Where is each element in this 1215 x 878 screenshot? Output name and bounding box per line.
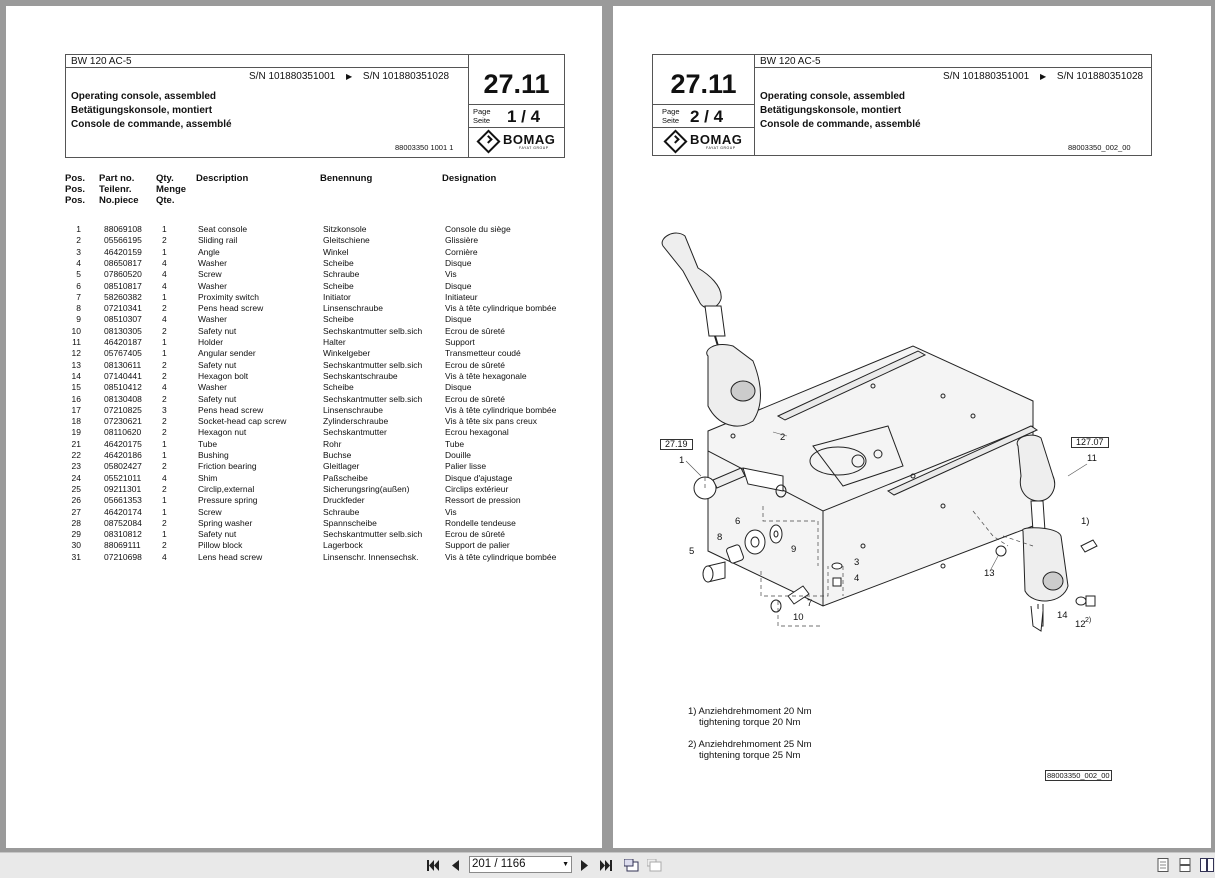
part-number: 07860520 bbox=[104, 269, 142, 280]
part-qty: 2 bbox=[162, 517, 167, 528]
page-dropdown-icon[interactable]: ▼ bbox=[562, 861, 569, 868]
part-number: 08130408 bbox=[104, 393, 142, 404]
part-qty: 2 bbox=[162, 540, 167, 551]
callout-12: 12 bbox=[1075, 619, 1086, 630]
part-qty: 1 bbox=[162, 438, 167, 449]
part-designation: Ecrou de sûreté bbox=[445, 325, 506, 336]
part-benennung: Scheibe bbox=[323, 382, 354, 393]
go-forward-icon[interactable] bbox=[646, 859, 662, 872]
go-back-icon[interactable] bbox=[623, 859, 639, 872]
part-designation: Circlips extérieur bbox=[445, 483, 509, 494]
part-description: Holder bbox=[198, 337, 224, 347]
callout-3: 3 bbox=[854, 557, 860, 568]
part-number: 46420187 bbox=[104, 337, 142, 347]
col-pos-header: Pos. Pos. Pos. bbox=[65, 173, 86, 206]
part-pos: 27 bbox=[71, 506, 81, 517]
part-description: Washer bbox=[198, 257, 227, 268]
part-benennung: Sechskantmutter selb.sich bbox=[323, 393, 423, 404]
part-description: Screw bbox=[198, 506, 222, 517]
part-benennung: Scheibe bbox=[323, 314, 354, 325]
part-pos: 17 bbox=[71, 404, 81, 415]
part-description: Washer bbox=[198, 280, 227, 291]
part-number: 46420175 bbox=[104, 438, 142, 449]
part-qty: 1 bbox=[162, 337, 167, 347]
part-pos: 6 bbox=[76, 280, 81, 291]
part-qty: 2 bbox=[162, 370, 167, 381]
figure-id: 88003350_002_00 bbox=[1047, 771, 1110, 780]
part-number: 05661353 bbox=[104, 495, 142, 506]
note-1-line-1: 1) Anziehdrehmoment 20 Nm bbox=[688, 706, 812, 717]
part-description: Safety nut bbox=[198, 325, 237, 336]
part-number: 08130611 bbox=[104, 359, 142, 370]
part-qty: 1 bbox=[162, 506, 167, 517]
part-benennung: Linsenschraube bbox=[323, 303, 384, 314]
header-block bbox=[65, 54, 565, 158]
part-description: Spring washer bbox=[198, 517, 253, 528]
part-benennung: Rohr bbox=[323, 438, 342, 449]
part-qty: 2 bbox=[162, 393, 167, 404]
part-pos: 16 bbox=[71, 393, 81, 404]
part-benennung: Sechskantmutter selb.sich bbox=[323, 325, 423, 336]
part-designation: Tube bbox=[445, 438, 465, 449]
part-description: Pillow block bbox=[198, 540, 243, 551]
part-number: 09211301 bbox=[104, 483, 142, 494]
note-2 bbox=[688, 740, 812, 761]
part-qty: 4 bbox=[162, 551, 167, 562]
section-number: 27.11 bbox=[483, 69, 550, 99]
callout-2: 2 bbox=[780, 432, 786, 443]
part-pos: 5 bbox=[76, 269, 81, 280]
title-block bbox=[71, 90, 232, 132]
callout-4: 4 bbox=[854, 573, 860, 584]
part-designation: Disque d'ajustage bbox=[445, 472, 513, 483]
doc-number: 88003350 1001 1 bbox=[395, 143, 454, 152]
left-page bbox=[6, 6, 602, 848]
part-benennung: Buchse bbox=[323, 450, 352, 460]
serial-from: S/N 101880351001 bbox=[943, 71, 1030, 82]
part-pos: 18 bbox=[71, 416, 81, 427]
part-benennung: Gleitlager bbox=[323, 461, 360, 472]
part-designation: Vis à tête cylindrique bombée bbox=[445, 404, 557, 415]
last-page-icon[interactable] bbox=[599, 859, 613, 872]
part-qty: 2 bbox=[162, 483, 167, 494]
part-pos: 11 bbox=[72, 337, 81, 347]
col-benennung-header: Benennung bbox=[320, 173, 373, 184]
part-benennung: Gleitschiene bbox=[323, 235, 370, 246]
part-pos: 30 bbox=[71, 540, 81, 551]
callout-9: 9 bbox=[791, 544, 797, 555]
part-designation: Initiateur bbox=[445, 291, 478, 302]
facing-view-icon[interactable] bbox=[1200, 858, 1214, 872]
page-number-field[interactable] bbox=[469, 856, 572, 873]
callout-note-1: 1) bbox=[1081, 516, 1090, 527]
part-description: Seat console bbox=[198, 224, 248, 234]
part-pos: 1 bbox=[76, 224, 81, 234]
part-description: Sliding rail bbox=[198, 235, 238, 246]
part-benennung: Spannscheibe bbox=[323, 517, 377, 528]
part-pos: 9 bbox=[76, 314, 81, 325]
part-designation: Vis à tête cylindrique bombée bbox=[445, 303, 557, 314]
model-label: BW 120 AC-5 bbox=[66, 55, 468, 68]
right-page bbox=[613, 6, 1211, 848]
callout-6: 6 bbox=[735, 516, 741, 527]
part-number: 07140441 bbox=[104, 370, 142, 381]
part-pos: 28 bbox=[71, 517, 81, 528]
part-designation: Glissière bbox=[445, 235, 479, 246]
serial-arrow-icon: ▶ bbox=[1039, 72, 1047, 81]
part-qty: 1 bbox=[162, 224, 167, 234]
part-designation: Vis à tête cylindrique bombée bbox=[445, 551, 557, 562]
bomag-logo bbox=[480, 133, 555, 150]
part-qty: 4 bbox=[162, 472, 167, 483]
part-benennung: Druckfeder bbox=[323, 495, 365, 506]
page-label-de: Seite bbox=[473, 116, 491, 125]
part-qty: 2 bbox=[162, 359, 167, 370]
part-description: Proximity switch bbox=[198, 291, 259, 302]
part-benennung: Sicherungsring(außen) bbox=[323, 483, 410, 494]
part-benennung: Schraube bbox=[323, 269, 360, 280]
callout-14: 14 bbox=[1057, 610, 1068, 621]
doc-number: 88003350_002_00 bbox=[1068, 143, 1131, 152]
part-benennung: Schraube bbox=[323, 506, 360, 517]
part-qty: 2 bbox=[162, 325, 167, 336]
part-number: 88069108 bbox=[104, 224, 142, 234]
part-qty: 4 bbox=[162, 269, 167, 280]
part-benennung: Sechskantmutter selb.sich bbox=[323, 529, 423, 540]
part-qty: 1 bbox=[162, 495, 167, 506]
col-part-header: Part no. Teilenr. No.piece bbox=[99, 173, 139, 206]
part-description: Screw bbox=[198, 269, 222, 280]
part-number: 08130305 bbox=[104, 325, 142, 336]
part-qty: 1 bbox=[162, 348, 167, 359]
part-designation: Ecrou de sûreté bbox=[445, 529, 506, 540]
page-label bbox=[473, 107, 491, 125]
callout-1: 1 bbox=[679, 455, 685, 466]
part-pos: 13 bbox=[71, 359, 81, 370]
part-qty: 4 bbox=[162, 382, 167, 393]
bomag-diamond-icon bbox=[476, 129, 500, 153]
logo-sub: FAYAT GROUP bbox=[519, 145, 549, 150]
part-number: 46420174 bbox=[104, 506, 142, 517]
part-pos: 19 bbox=[71, 427, 81, 438]
part-qty: 3 bbox=[162, 404, 167, 415]
section-number: 27.11 bbox=[670, 69, 737, 99]
part-pos: 24 bbox=[71, 472, 81, 483]
part-benennung: Zylinderschraube bbox=[323, 416, 389, 427]
logo-sub: FAYAT GROUP bbox=[706, 145, 736, 150]
part-description: Safety nut bbox=[198, 393, 237, 404]
part-designation: Disque bbox=[445, 314, 472, 325]
part-description: Friction bearing bbox=[198, 461, 257, 472]
part-number: 08310812 bbox=[104, 529, 142, 540]
part-pos: 29 bbox=[71, 529, 81, 540]
serial-to: S/N 101880351028 bbox=[1056, 71, 1144, 82]
callout-5: 5 bbox=[689, 546, 695, 557]
part-benennung: Initiator bbox=[323, 291, 351, 302]
part-pos: 21 bbox=[71, 438, 81, 449]
title-de: Betätigungskonsole, montiert bbox=[71, 105, 213, 116]
page-fraction: 2 / 4 bbox=[690, 107, 724, 126]
part-number: 08110620 bbox=[104, 427, 142, 438]
page-label-en: Page bbox=[473, 107, 491, 116]
part-designation: Palier lisse bbox=[445, 461, 487, 472]
part-designation: Vis bbox=[445, 269, 457, 280]
part-benennung: Linsenschraube bbox=[323, 404, 384, 415]
logo-text: BOMAG bbox=[690, 131, 743, 147]
part-qty: 4 bbox=[162, 280, 167, 291]
serial-range bbox=[249, 71, 449, 82]
part-pos: 15 bbox=[71, 382, 81, 393]
part-number: 05521011 bbox=[104, 472, 142, 483]
page-indicator: 201 / 1166 bbox=[472, 858, 526, 870]
part-qty: 2 bbox=[162, 235, 167, 246]
part-pos: 26 bbox=[71, 495, 81, 506]
page-fraction: 1 / 4 bbox=[507, 107, 541, 126]
page-label-en: Page bbox=[662, 107, 680, 116]
part-description: Socket-head cap screw bbox=[198, 416, 287, 427]
logo-text: BOMAG bbox=[503, 131, 556, 147]
part-pos: 4 bbox=[76, 257, 81, 268]
part-description: Washer bbox=[198, 382, 227, 393]
col-description-header: Description bbox=[196, 173, 249, 184]
part-description: Pressure spring bbox=[198, 495, 258, 506]
page-label-de: Seite bbox=[662, 116, 680, 125]
part-qty: 4 bbox=[162, 314, 167, 325]
part-designation: Transmetteur coudé bbox=[445, 348, 521, 359]
part-benennung: Scheibe bbox=[323, 280, 354, 291]
ref-box-27-19: 27.19 bbox=[660, 439, 693, 450]
serial-arrow-icon: ▶ bbox=[345, 72, 353, 81]
serial-to: S/N 101880351028 bbox=[362, 71, 450, 82]
part-number: 07210825 bbox=[104, 404, 142, 415]
serial-from: S/N 101880351001 bbox=[249, 71, 336, 82]
part-designation: Support bbox=[445, 337, 475, 347]
part-benennung: Scheibe bbox=[323, 257, 354, 268]
callout-note-2: 2) bbox=[1085, 617, 1092, 624]
part-number: 05566195 bbox=[104, 235, 142, 246]
part-qty: 2 bbox=[162, 303, 167, 314]
col-qty-header: Qty. Menge Qte. bbox=[156, 173, 187, 206]
part-designation: Vis à tête hexagonale bbox=[445, 370, 527, 381]
part-qty: 2 bbox=[162, 427, 167, 438]
part-description: Hexagon nut bbox=[198, 427, 247, 438]
part-number: 07210341 bbox=[104, 303, 142, 314]
part-designation: Disque bbox=[445, 280, 472, 291]
part-designation: Cornière bbox=[445, 246, 478, 257]
part-designation: Disque bbox=[445, 382, 472, 393]
part-pos: 3 bbox=[76, 246, 81, 257]
part-number: 08510817 bbox=[104, 280, 142, 291]
part-pos: 8 bbox=[76, 303, 81, 314]
callout-8: 8 bbox=[717, 532, 723, 543]
part-number: 05767405 bbox=[104, 348, 142, 359]
part-benennung: Sitzkonsole bbox=[323, 224, 367, 234]
part-qty: 1 bbox=[162, 246, 167, 257]
note-1 bbox=[688, 707, 812, 728]
part-designation: Rondelle tendeuse bbox=[445, 517, 516, 528]
part-qty: 2 bbox=[162, 461, 167, 472]
part-pos: 23 bbox=[71, 461, 81, 472]
part-designation: Vis bbox=[445, 506, 457, 517]
part-description: Hexagon bolt bbox=[198, 370, 249, 381]
col-designation-header: Designation bbox=[442, 173, 497, 184]
callout-10: 10 bbox=[793, 612, 804, 623]
part-benennung: Halter bbox=[323, 337, 346, 347]
part-pos: 22 bbox=[71, 450, 81, 460]
part-number: 08510307 bbox=[104, 314, 142, 325]
ref-box-127-07: 127.07 bbox=[1071, 437, 1109, 448]
part-number: 88069111 bbox=[104, 540, 141, 551]
part-description: Bushing bbox=[198, 450, 229, 460]
part-number: 08650817 bbox=[104, 257, 142, 268]
part-qty: 2 bbox=[162, 416, 167, 427]
next-page-icon[interactable] bbox=[579, 859, 591, 872]
part-number: 46420159 bbox=[104, 246, 142, 257]
part-description: Safety nut bbox=[198, 359, 237, 370]
callout-13: 13 bbox=[984, 568, 995, 579]
part-benennung: Winkelgeber bbox=[323, 348, 371, 359]
title-en: Operating console, assembled bbox=[760, 91, 906, 102]
title-de: Betätigungskonsole, montiert bbox=[760, 105, 902, 116]
part-description: Angle bbox=[198, 246, 220, 257]
part-qty: 1 bbox=[162, 529, 167, 540]
part-description: Pens head screw bbox=[198, 404, 264, 415]
part-designation: Douille bbox=[445, 450, 471, 460]
part-benennung: Sechskantmutter bbox=[323, 427, 387, 438]
part-number: 07230621 bbox=[104, 416, 142, 427]
part-number: 58260382 bbox=[104, 291, 142, 302]
part-pos: 7 bbox=[76, 291, 81, 302]
part-benennung: Lagerbock bbox=[323, 540, 363, 551]
part-pos: 2 bbox=[76, 235, 81, 246]
model-label: BW 120 AC-5 bbox=[755, 55, 1151, 68]
part-description: Circlip,external bbox=[198, 483, 255, 494]
part-pos: 14 bbox=[71, 370, 81, 381]
part-description: Tube bbox=[198, 438, 218, 449]
part-number: 08510412 bbox=[104, 382, 142, 393]
title-en: Operating console, assembled bbox=[71, 91, 217, 102]
note-1-line-2: tightening torque 20 Nm bbox=[699, 716, 801, 728]
part-number: 46420186 bbox=[104, 450, 142, 460]
callout-7: 7 bbox=[807, 598, 813, 609]
pdf-toolbar bbox=[0, 852, 1215, 878]
part-benennung: Sechskantmutter selb.sich bbox=[323, 359, 423, 370]
part-pos: 25 bbox=[71, 483, 81, 494]
part-number: 05802427 bbox=[104, 461, 142, 472]
part-designation: Ecrou de sûreté bbox=[445, 359, 506, 370]
part-qty: 1 bbox=[162, 450, 167, 460]
title-fr: Console de commande, assemblé bbox=[760, 119, 921, 130]
part-benennung: Winkel bbox=[323, 246, 349, 257]
title-fr: Console de commande, assemblé bbox=[71, 119, 232, 130]
part-number: 07210698 bbox=[104, 551, 142, 562]
first-page-icon[interactable] bbox=[426, 859, 440, 872]
note-2-line-2: tightening torque 25 Nm bbox=[699, 749, 801, 761]
part-description: Washer bbox=[198, 314, 227, 325]
part-number: 08752084 bbox=[104, 517, 142, 528]
part-description: Safety nut bbox=[198, 529, 237, 540]
part-description: Shim bbox=[198, 472, 218, 483]
part-designation: Ecrou hexagonal bbox=[445, 427, 509, 438]
part-designation: Vis à tête six pans creux bbox=[445, 416, 537, 427]
part-qty: 1 bbox=[162, 291, 167, 302]
single-page-view-icon[interactable] bbox=[1157, 858, 1169, 872]
part-designation: Ressort de pression bbox=[445, 495, 521, 506]
note-2-line-1: 2) Anziehdrehmoment 25 Nm bbox=[688, 739, 812, 750]
callout-11: 11 bbox=[1087, 453, 1097, 464]
part-benennung: Paßscheibe bbox=[323, 472, 368, 483]
part-pos: 31 bbox=[71, 551, 81, 562]
part-benennung: Sechskantschraube bbox=[323, 370, 398, 381]
part-qty: 4 bbox=[162, 257, 167, 268]
part-description: Pens head screw bbox=[198, 303, 264, 314]
part-description: Lens head screw bbox=[198, 551, 263, 562]
part-designation: Disque bbox=[445, 257, 472, 268]
continuous-view-icon[interactable] bbox=[1179, 858, 1191, 872]
part-description: Angular sender bbox=[198, 348, 256, 359]
part-pos: 10 bbox=[71, 325, 81, 336]
part-benennung: Linsenschr. Innensechsk. bbox=[323, 551, 419, 562]
part-pos: 12 bbox=[71, 348, 81, 359]
part-designation: Support de palier bbox=[445, 540, 510, 551]
part-designation: Ecrou de sûreté bbox=[445, 393, 506, 404]
prev-page-icon[interactable] bbox=[449, 859, 461, 872]
part-designation: Console du siège bbox=[445, 224, 511, 234]
